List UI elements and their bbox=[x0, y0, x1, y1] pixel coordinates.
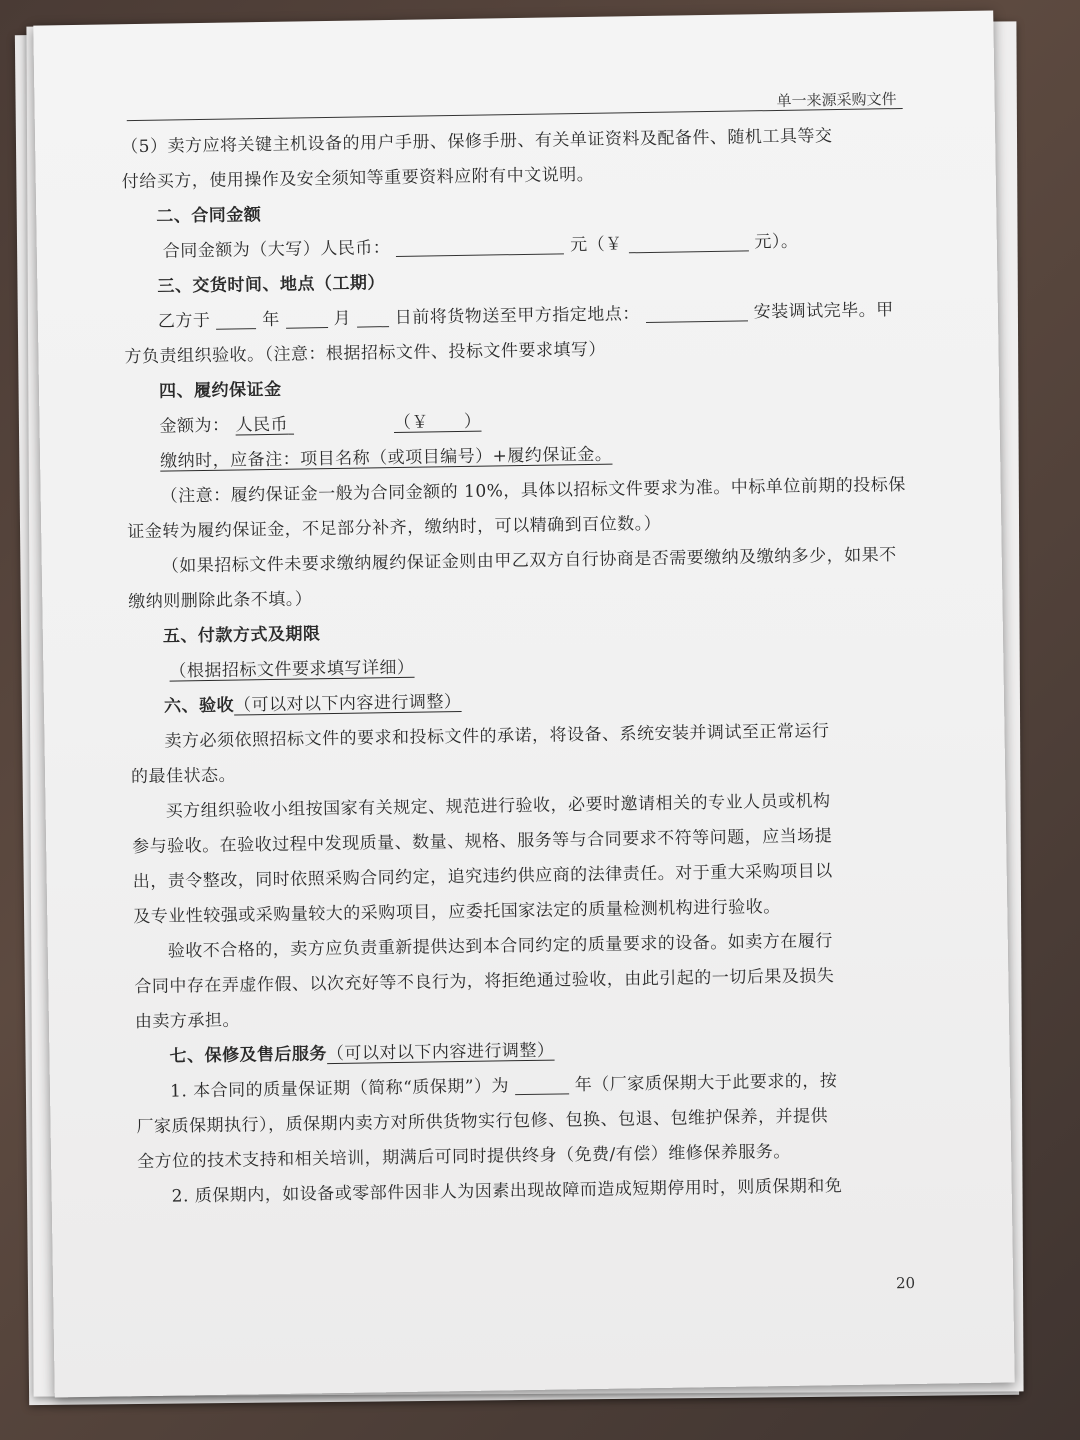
acceptance-p2-line1: 买方组织验收小组按国家有关规定、规范进行验收，必要时邀请相关的专业人员或机构 bbox=[165, 791, 831, 822]
day-blank[interactable] bbox=[357, 306, 389, 328]
section3-title: 三、交货时间、地点（工期） bbox=[157, 273, 386, 297]
warranty-years-blank[interactable] bbox=[515, 1073, 569, 1095]
month-blank[interactable] bbox=[285, 307, 327, 329]
amount-yuan-label: 元（￥ bbox=[569, 234, 623, 256]
acceptance-p3-line3: 由卖方承担。 bbox=[134, 1010, 241, 1033]
delivery-line2: 方负责组织验收。（注意：根据招标文件、投标文件要求填写） bbox=[124, 339, 607, 368]
section4-title: 四、履约保证金 bbox=[158, 379, 282, 402]
document-body bbox=[121, 118, 908, 1215]
section6-note: （可以对以下内容进行调整） bbox=[233, 691, 462, 716]
year-label: 年 bbox=[262, 309, 280, 331]
guarantee-amount-label: 金额为： bbox=[159, 415, 230, 437]
section7-note: （可以对以下内容进行调整） bbox=[326, 1040, 555, 1065]
acceptance-p2-line4: 及专业性较强或采购量较大的采购项目，应委托国家法定的质量检测机构进行验收。 bbox=[133, 896, 781, 928]
page-number: 20 bbox=[895, 1273, 916, 1293]
section7-title: 七、保修及售后服务 bbox=[169, 1044, 328, 1067]
warranty-item2-line1: 2. 质保期内，如设备或零部件因非人为因素出现故障而造成短期停用时，则质保期和免 bbox=[171, 1176, 843, 1207]
acceptance-p3-line1: 验收不合格的，卖方应负责重新提供达到本合同约定的质量要求的设备。如卖方在履行 bbox=[167, 931, 833, 962]
warranty-item1-line3: 全方位的技术支持和相关培训，期满后可同时提供终身（免费/有偿）维修保养服务。 bbox=[136, 1141, 791, 1173]
section5-title: 五、付款方式及期限 bbox=[162, 624, 321, 647]
guarantee-note1-line1: （注意：履约保证金一般为合同金额的 10%，具体以招标文件要求为准。中标单位前期的投标保 bbox=[160, 474, 906, 507]
document-page bbox=[33, 11, 1014, 1398]
guarantee-note1-line2: 证金转为履约保证金，不足部分补齐，缴纳时，可以精确到百位数。） bbox=[127, 513, 662, 543]
month-label: 月 bbox=[333, 308, 352, 329]
section6-title: 六、验收 bbox=[163, 695, 235, 717]
acceptance-p3-line2: 合同中存在弄虚作假、以次充好等不良行为，将拒绝通过验收，由此引起的一切后果及损失 bbox=[134, 966, 835, 998]
amount-words-blank[interactable] bbox=[396, 233, 564, 257]
payment-note: （根据招标文件要求填写详细） bbox=[169, 657, 415, 682]
acceptance-p1-line2: 的最佳状态。 bbox=[130, 765, 237, 788]
acceptance-p2-line3: 出，责令整改，同时依照采购合同约定，追究违约供应商的法律责任。对于重大采购项目以 bbox=[132, 861, 833, 893]
section2-title: 二、合同金额 bbox=[156, 205, 262, 227]
item5-line1: （5）卖方应将关键主机设备的用户手册、保修手册、有关单证资料及配备件、随机工具等交 bbox=[121, 126, 833, 158]
warranty-text: 1. 本合同的质量保证期（简称“质保期”）为 bbox=[169, 1076, 510, 1102]
warranty-item1-line2: 厂家质保期执行），质保期内卖方对所供货物实行包修、包换、包退、包维护保养，并提供 bbox=[136, 1106, 829, 1138]
amount-number-blank[interactable] bbox=[628, 230, 748, 253]
amount-close: 元）。 bbox=[754, 231, 799, 253]
delivery-text-end: 安装调试完毕。甲 bbox=[753, 300, 894, 323]
item5-line2: 付给买方，使用操作及安全须知等重要资料应附有中文说明。 bbox=[121, 164, 595, 193]
guarantee-yen: （￥ ） bbox=[393, 411, 482, 434]
guarantee-amount-value[interactable] bbox=[235, 405, 482, 444]
guarantee-rmb: 人民币 bbox=[235, 414, 289, 436]
acceptance-p1-line1: 卖方必须依照招标文件的要求和投标文件的承诺，将设备、系统安装并调试至正常运行 bbox=[164, 721, 830, 752]
delivery-text: 乙方于 bbox=[157, 310, 211, 332]
guarantee-payment-note: 缴纳时，应备注：项目名称（或项目编号）+履约保证金。 bbox=[159, 444, 613, 472]
guarantee-note2-line1: （如果招标文件未要求缴纳履约保证金则由甲乙双方自行协商是否需要缴纳及缴纳多少，如果不 bbox=[161, 545, 897, 577]
year-blank[interactable] bbox=[216, 308, 256, 330]
amount-label: 合同金额为（大写）人民币： bbox=[162, 238, 391, 262]
location-blank[interactable] bbox=[646, 300, 748, 323]
acceptance-p2-line2: 参与验收。在验收过程中发现质量、数量、规格、服务等与合同要求不符等问题，应当场提 bbox=[132, 826, 833, 858]
warranty-text-end: 年（厂家质保期大于此要求的，按 bbox=[574, 1071, 838, 1096]
guarantee-note2-line2: 缴纳则删除此条不填。） bbox=[128, 589, 313, 613]
page-header: 单一来源采购文件 bbox=[776, 90, 897, 110]
location-label: 日前将货物送至甲方指定地点： bbox=[394, 304, 640, 328]
